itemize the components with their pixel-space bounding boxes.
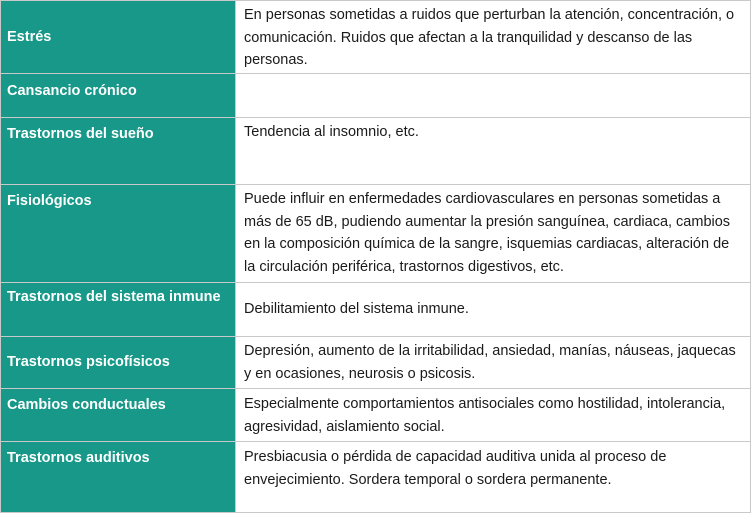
description-cell: Depresión, aumento de la irritabilidad, ansiedad, manías, náuseas, jaquecas y en ocasiones, neurosis o psicosis. bbox=[236, 337, 751, 389]
table-row bbox=[1, 118, 751, 185]
category-cell: Trastornos del sueño bbox=[1, 118, 236, 185]
category-cell: Estrés bbox=[1, 1, 236, 74]
category-cell: Trastornos psicofísicos bbox=[1, 337, 236, 389]
table-row bbox=[1, 389, 751, 442]
description-cell: Debilitamiento del sistema inmune. bbox=[236, 283, 751, 337]
description-cell: En personas sometidas a ruidos que perturban la atención, concentración, o comunicación. Ruidos que afectan a la tranquilidad y descanso de las personas. bbox=[236, 1, 751, 74]
description-cell: Tendencia al insomnio, etc. bbox=[236, 118, 751, 185]
category-cell: Cambios conductuales bbox=[1, 389, 236, 442]
category-cell: Fisiológicos bbox=[1, 185, 236, 283]
table-row bbox=[1, 442, 751, 513]
category-cell: Cansancio crónico bbox=[1, 74, 236, 118]
table-row bbox=[1, 283, 751, 337]
description-cell: Especialmente comportamientos antisociales como hostilidad, intolerancia, agresividad, aislamiento social. bbox=[236, 389, 751, 442]
table-row bbox=[1, 337, 751, 389]
category-cell: Trastornos auditivos bbox=[1, 442, 236, 513]
category-cell: Trastornos del sistema inmune bbox=[1, 283, 236, 337]
description-cell: Puede influir en enfermedades cardiovasculares en personas sometidas a más de 65 dB, pudiendo aumentar la presión sanguínea, cardiaca, cambios en la composición química de la sangre, isquemias cardiacas, alteración de la circulación periférica, trastornos digestivos, etc. bbox=[236, 185, 751, 283]
description-cell: Presbiacusia o pérdida de capacidad auditiva unida al proceso de envejecimiento. Sordera temporal o sordera permanente. bbox=[236, 442, 751, 513]
table-row bbox=[1, 74, 751, 118]
table-row bbox=[1, 185, 751, 283]
description-cell bbox=[236, 74, 751, 118]
table-row bbox=[1, 1, 751, 74]
